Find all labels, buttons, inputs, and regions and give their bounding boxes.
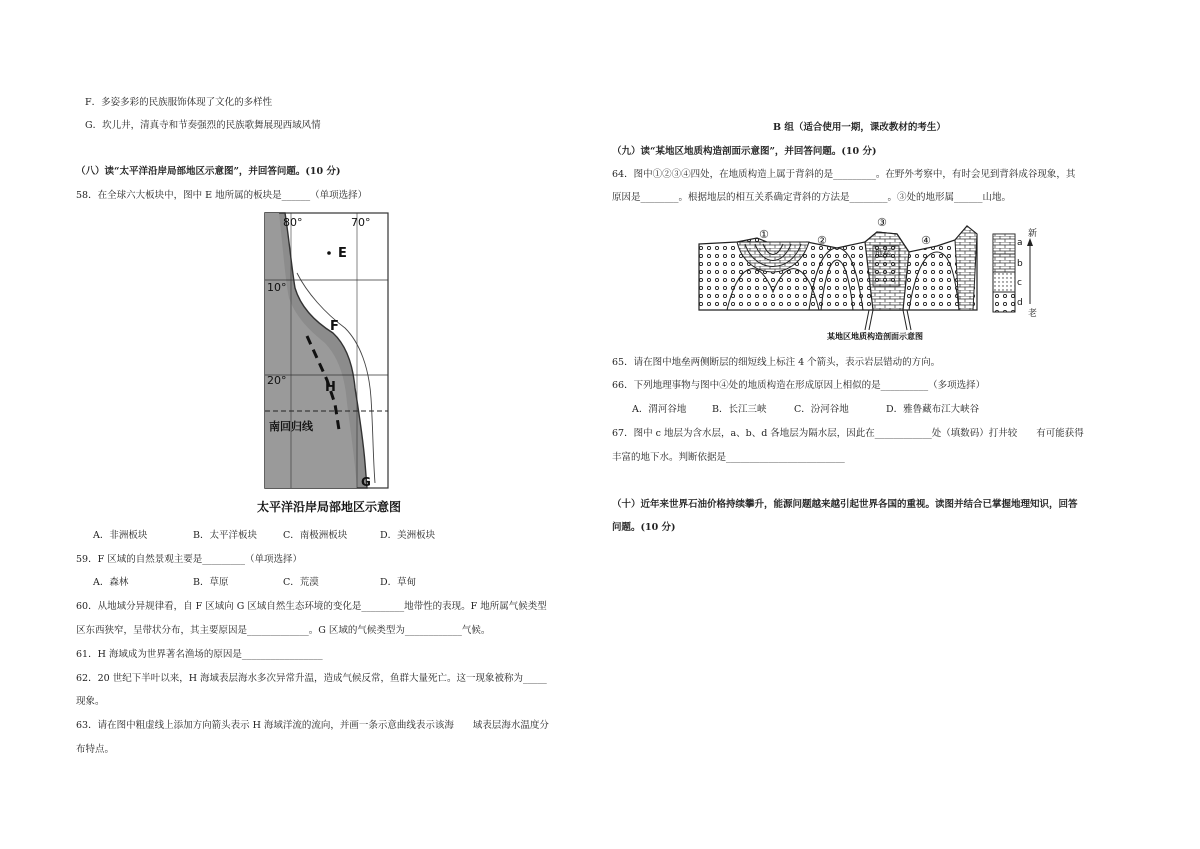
- question-59: 59．F 区域的自然景观主要是_________（单项选择）: [76, 554, 302, 565]
- question-63-line2: 布特点。: [76, 744, 115, 755]
- section-9-title: （九）读“某地区地质构造剖面示意图”，并回答问题。(10 分): [612, 146, 877, 157]
- layer-c: c: [1017, 278, 1022, 288]
- geologic-caption: 某地区地质构造剖面示意图: [827, 332, 923, 341]
- option-f-text: F．多姿多彩的民族服饰体现了文化的多样性: [85, 97, 273, 108]
- question-64-line1: 64．图中①②③④四处，在地质构造上属于背斜的是_________。在野外考察中，有时会见到背斜成谷现象，其: [612, 169, 1076, 180]
- q66-option-c: C．汾河谷地: [794, 404, 849, 415]
- q66-option-a: A．渭河谷地: [632, 404, 687, 415]
- label-h: H: [325, 380, 336, 395]
- label-new: 新: [1028, 229, 1038, 239]
- question-61: 61．H 海域成为世界著名渔场的原因是_________________: [76, 649, 323, 660]
- q58-option-d: D．美洲板块: [380, 530, 436, 541]
- question-60-line2: 区东西狭窄，呈带状分布，其主要原因是_____________。G 区域的气候类型为____________气候。: [76, 625, 491, 636]
- pacific-coast-map-svg: [255, 208, 415, 518]
- fault-left: [865, 310, 869, 330]
- q59-option-b: B．草原: [193, 577, 229, 588]
- question-63-line1: 63．请在图中粗虚线上添加方向箭头表示 H 海域洋流的流向，并画一条示意曲线表示该海 域表层海水温度分: [76, 720, 549, 731]
- question-66: 66．下列地理事物与图中④处的地质构造在形成原因上相似的是__________（多项选择）: [612, 380, 986, 391]
- label-g: G: [361, 475, 371, 489]
- layer-a: a: [1017, 238, 1023, 248]
- fault-right: [903, 310, 907, 330]
- label-old: 老: [1028, 309, 1038, 319]
- q58-option-b: B．太平洋板块: [193, 530, 257, 541]
- option-g-text: G．坎儿井，清真寺和节奏强烈的民族歌舞展现西域风情: [85, 120, 321, 131]
- question-62-line1: 62．20 世纪下半叶以来，H 海域表层海水多次异常升温，造成气候反常，鱼群大量死亡。这一现象被称为_____: [76, 673, 547, 684]
- geologic-section-figure: [697, 212, 1045, 344]
- q66-option-d: D．雅鲁藏布江大峡谷: [886, 404, 980, 415]
- geologic-section-svg: [697, 212, 1045, 344]
- label-tropic: 南回归线: [269, 420, 313, 433]
- q58-option-a: A．非洲板块: [93, 530, 148, 541]
- point-e-dot: [327, 251, 331, 255]
- label-horst: 地垒: [875, 249, 891, 258]
- pacific-coast-map: [255, 208, 415, 518]
- label-lat-20: 20°: [267, 374, 287, 387]
- q66-option-b: B．长江三峡: [712, 404, 767, 415]
- question-62-line2: 现象。: [76, 696, 105, 707]
- section-10-line2: 问题。(10 分): [612, 522, 676, 533]
- marker-1: ①: [759, 228, 769, 241]
- layer-d: d: [1017, 298, 1023, 308]
- question-60-line1: 60．从地域分异规律看，自 F 区域向 G 区域自然生态环境的变化是_________地带性的表现。F 地所属气候类型: [76, 601, 547, 612]
- question-67-line2: 丰富的地下水。判断依据是_________________________: [612, 452, 845, 463]
- label-f: F: [330, 319, 339, 334]
- q58-option-c: C．南极洲板块: [283, 530, 348, 541]
- section-8-title: （八）读“太平洋沿岸局部地区示意图”，并回答问题。(10 分): [76, 166, 341, 177]
- marker-2: ②: [817, 234, 827, 247]
- label-e: E: [338, 246, 347, 261]
- marker-4: ④: [921, 234, 931, 247]
- q59-option-d: D．草甸: [380, 577, 417, 588]
- map-caption: 太平洋沿岸局部地区示意图: [257, 500, 402, 514]
- label-lon-70: 70°: [351, 216, 371, 229]
- q59-option-c: C．荒漠: [283, 577, 319, 588]
- section-body: [699, 226, 977, 310]
- label-lat-10: 10°: [267, 281, 287, 294]
- question-65: 65．请在图中地垒两侧断层的细短线上标注 4 个箭头，表示岩层错动的方向。: [612, 357, 941, 368]
- question-64-line2: 原因是________。根据地层的相互关系确定背斜的方法是________。③处的地形属______山地。: [612, 192, 1012, 203]
- layer-b: b: [1017, 259, 1023, 269]
- q59-option-a: A．森林: [93, 577, 129, 588]
- question-67-line1: 67．图中 c 地层为含水层，a、b、d 各地层为隔水层，因此在____________处（填数码）打井较 有可能获得: [612, 428, 1084, 439]
- section-10-line1: （十）近年来世界石油价格持续攀升，能源问题越来越引起世界各国的重视。读图并结合已掌握地理知识，回答: [612, 499, 1078, 510]
- label-lon-80: 80°: [283, 216, 303, 229]
- group-b-heading: B 组（适合使用一期，课改教材的考生）: [773, 122, 946, 133]
- question-58: 58．在全球六大板块中，图中 E 地所属的板块是______（单项选择）: [76, 190, 368, 201]
- marker-3: ③: [877, 216, 887, 229]
